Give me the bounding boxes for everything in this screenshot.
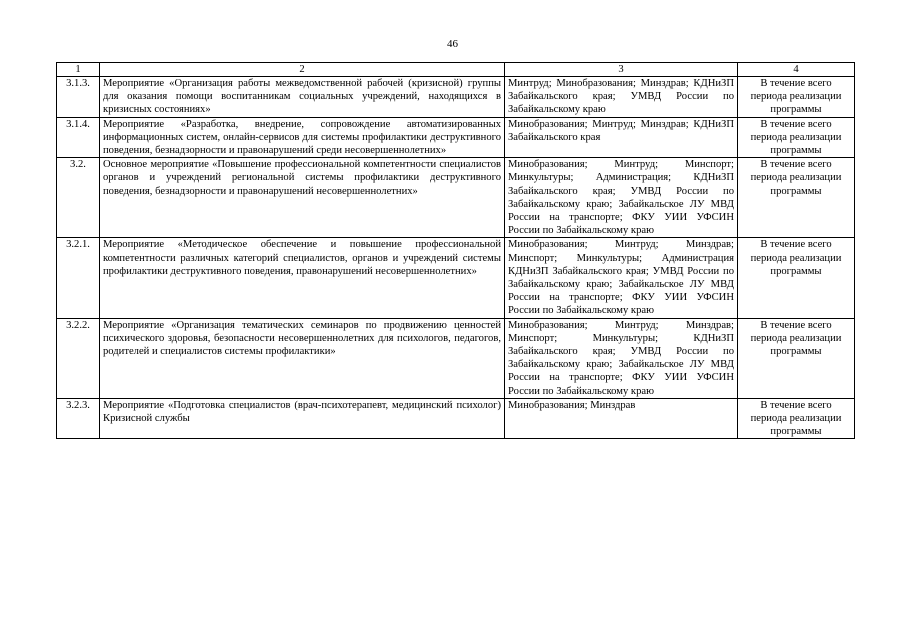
header-row: [57, 63, 855, 77]
measure-description: Мероприятие «Методическое обеспечение и повышение профессиональной компетентности различных категорий специалистов, органов и учреждений системы профилактики деструктивного поведения, правонарушений несовершеннолетних»: [100, 238, 505, 318]
period: В течение всего периода реализации программы: [738, 158, 855, 238]
table-row: [57, 158, 855, 238]
column-header: 2: [100, 63, 505, 77]
executors: Минобразования; Минтруд; Минспорт; Минкультуры; Администрация; КДНиЗП Забайкальского края; УМВД России по Забайкальскому краю; Забайкальское ЛУ МВД России на транспорте; ФКУ УИИ УФСИН России по Забайкальскому краю: [505, 158, 738, 238]
column-header: 4: [738, 63, 855, 77]
row-number: 3.2.3.: [57, 398, 100, 439]
period: В течение всего периода реализации программы: [738, 318, 855, 398]
measure-description: Мероприятие «Подготовка специалистов (врач-психотерапевт, медицинский психолог) Кризисной службы: [100, 398, 505, 439]
table-row: [57, 318, 855, 398]
measure-description: Основное мероприятие «Повышение профессиональной компетентности специалистов органов и учреждений региональной системы профилактики деструктивного поведения, безнадзорности и правонарушений несовершеннолетних»: [100, 158, 505, 238]
table-row: [57, 77, 855, 118]
measure-description: Мероприятие «Организация тематических семинаров по продвижению ценностей психического здоровья, безопасности несовершеннолетних для психологов, педагогов, родителей и специалистов системы профилактики»: [100, 318, 505, 398]
column-header: 3: [505, 63, 738, 77]
table-row: [57, 117, 855, 158]
row-number: 3.1.3.: [57, 77, 100, 118]
table-row: [57, 398, 855, 439]
period: В течение всего периода реализации программы: [738, 77, 855, 118]
measures-table: [56, 62, 855, 439]
row-number: 3.2.2.: [57, 318, 100, 398]
row-number: 3.2.1.: [57, 238, 100, 318]
row-number: 3.1.4.: [57, 117, 100, 158]
page-number: 46: [447, 38, 458, 50]
table-row: [57, 238, 855, 318]
executors: Минобразования; Минздрав: [505, 398, 738, 439]
column-header: 1: [57, 63, 100, 77]
executors: Минобразования; Минтруд; Минздрав; Минспорт; Минкультуры; КДНиЗП Забайкальского края; УМВД России по Забайкальскому краю; Забайкальское ЛУ МВД России на транспорте; ФКУ УИИ УФСИН России по Забайкальскому краю: [505, 318, 738, 398]
row-number: 3.2.: [57, 158, 100, 238]
measure-description: Мероприятие «Организация работы межведомственной рабочей (кризисной) группы для оказания помощи воспитанникам социальных учреждений, находящихся в кризисных состояниях»: [100, 77, 505, 118]
executors: Минтруд; Минобразования; Минздрав; КДНиЗП Забайкальского края; УМВД России по Забайкальскому краю: [505, 77, 738, 118]
period: В течение всего периода реализации программы: [738, 117, 855, 158]
measure-description: Мероприятие «Разработка, внедрение, сопровождение автоматизированных информационных систем, онлайн-сервисов для системы профилактики деструктивного поведения, безнадзорности и правонарушений среди несовершеннолетних»: [100, 117, 505, 158]
period: В течение всего периода реализации программы: [738, 398, 855, 439]
period: В течение всего периода реализации программы: [738, 238, 855, 318]
executors: Минобразования; Минтруд; Минздрав; Минспорт; Минкультуры; Администрация КДНиЗП Забайкальского края; УМВД России по Забайкальскому краю; Забайкальское ЛУ МВД России на транспорте; ФКУ УИИ УФСИН России по Забайкальскому краю: [505, 238, 738, 318]
executors: Минобразования; Минтруд; Минздрав; КДНиЗП Забайкальского края: [505, 117, 738, 158]
